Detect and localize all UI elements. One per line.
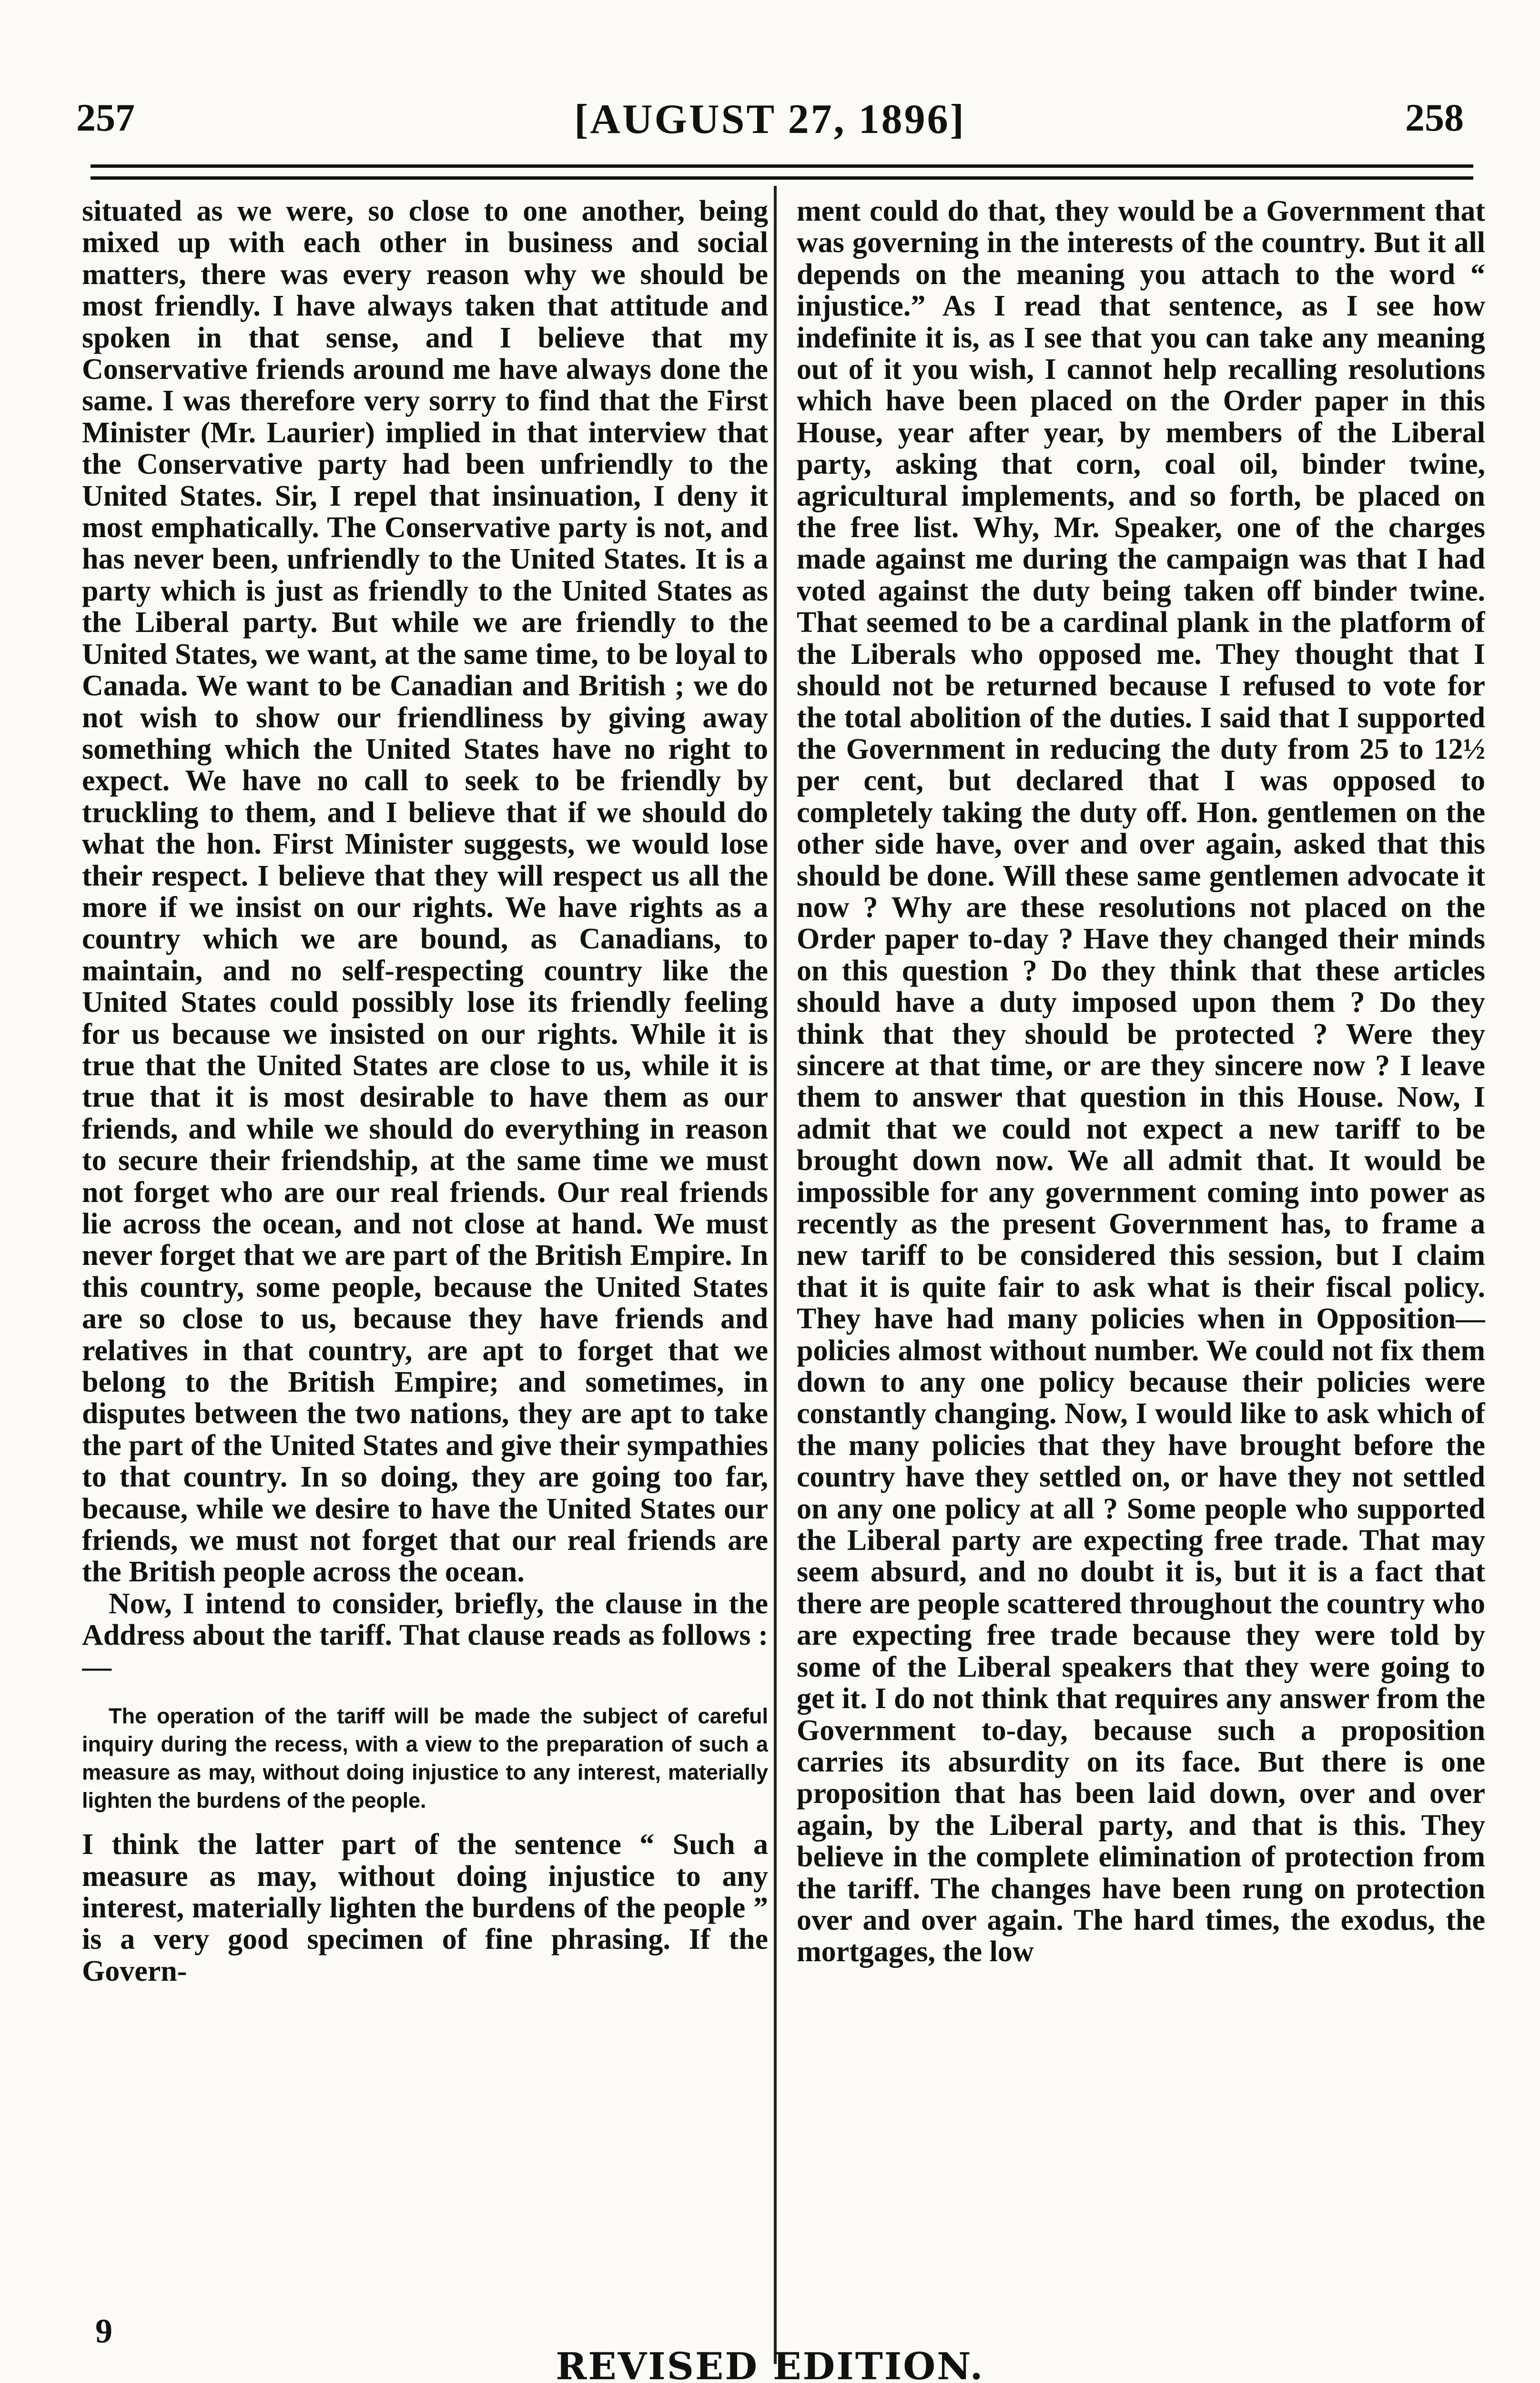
signature-mark: 9 [95, 2312, 112, 2350]
header-rule-bottom [91, 176, 1473, 180]
right-column [797, 195, 1485, 2302]
page-number-right: 258 [1405, 96, 1464, 139]
page-header [76, 95, 1464, 157]
page-date: [AUGUST 27, 1896] [574, 96, 966, 143]
header-rule-top [91, 164, 1473, 168]
right-paragraph-1: ment could do that, they would be a Government that was governing in the interests of the country. But it all depends on the meaning you attach to the word “ injustice.” As I read that sentence, as I see how indefinite it is, as I see that you can take any meaning out of it you wish, I cannot help recalling resolutions which have been placed on the Order paper in this House, year after year, by members of the Liberal party, asking that corn, coal oil, binder twine, agricultural implements, and so forth, be placed on the free list. Why, Mr. Speaker, one of the charges made against me during the campaign was that I had voted against the duty being taken off binder twine. That seemed to be a cardinal plank in the platform of the Liberals who opposed me. They thought that I should not be returned because I refused to vote for the total abolition of the duties. I said that I supported the Government in reducing the duty from 25 to 12½ per cent, but declared that I was opposed to completely taking the duty off. Hon. gentlemen on the other side have, over and over again, asked that this should be done. Will these same gentlemen advocate it now ? Why are these resolutions not placed on the Order paper to-day ? Have they changed their minds on this question ? Do they think that these articles should have a duty imposed upon them ? Do they think that they should be protected ? Were they sincere at that time, or are they sincere now ? I leave them to answer that question in this House. Now, I admit that we could not expect a new tariff to be brought down now. We all admit that. It would be impossible for any government coming into power as recently as the present Government has, to frame a new tariff to be considered this session, but I claim that it is quite fair to ask what is their fiscal policy. They have had many policies when in Opposition—policies almost without number. We could not fix them down to any one policy because their policies were constantly changing. Now, I would like to ask which of the many policies that they have brought before the country have they settled on, or have they not settled on any one policy at all ? Some people who supported the Liberal party are expecting free trade. That may seem absurd, and no doubt it is, but it is a fact that there are people scattered throughout the country who are expecting free trade because they were told by some of the Liberal speakers that they were going to get it. I do not think that requires any answer from the Government to-day, because such a proposition carries its absurdity on its face. But there is one proposition that has been laid down, over and over again, by the Liberal party, and that is this. They believe in the complete elimination of protection from the tariff. The changes have been rung on protection over and over again. The hard times, the exodus, the mortgages, the low [797, 195, 1485, 1968]
edition-footer: REVISED EDITION. [556, 2345, 984, 2383]
address-quotation: The operation of the tariff will be made the subject of careful inquiry during the recess, with a view to the preparation of such a measure as may, without doing injustice to any interest, materially lighten the burdens of the people. [82, 1704, 768, 1813]
left-paragraph-3: I think the latter part of the sentence “ Such a measure as may, without doing injustice to any interest, materially lighten the burdens of the people ” is a very good specimen of fine phrasing. If the Govern- [82, 1828, 768, 1987]
page-number-left: 257 [76, 96, 135, 139]
left-paragraph-1: situated as we were, so close to one another, being mixed up with each other in business and social matters, there was every reason why we should be most friendly. I have always taken that attitude and spoken in that sense, and I believe that my Conservative friends around me have always done the same. I was therefore very sorry to find that the First Minister (Mr. Laurier) implied in that interview that the Conservative party had been unfriendly to the United States. Sir, I repel that insinuation, I deny it most emphatically. The Conservative party is not, and has never been, unfriendly to the United States. It is a party which is just as friendly to the United States as the Liberal party. But while we are friendly to the United States, we want, at the same time, to be loyal to Canada. We want to be Canadian and British ; we do not wish to show our friendliness by giving away something which the United States have no right to expect. We have no call to seek to be friendly by truckling to them, and I believe that if we should do what the hon. First Minister suggests, we would lose their respect. I believe that they will respect us all the more if we insist on our rights. We have rights as a country which we are bound, as Canadians, to maintain, and no self-respecting country like the United States could possibly lose its friendly feeling for us because we insisted on our rights. While it is true that the United States are close to us, while it is true that it is most desirable to have them as our friends, and while we should do everything in reason to secure their friendship, at the same time we must not forget who are our real friends. Our real friends lie across the ocean, and not close at hand. We must never forget that we are part of the British Empire. In this country, some people, because the United States are so close to us, because they have friends and relatives in that country, are apt to forget that we belong to the British Empire; and sometimes, in disputes between the two nations, they are apt to take the part of the United States and give their sympathies to that country. In so doing, they are going too far, because, while we desire to have the United States our friends, we must not forget that our real friends are the British people across the ocean. [82, 195, 768, 1589]
left-paragraph-2: Now, I intend to consider, briefly, the clause in the Address about the tariff. That clause reads as follows :— [82, 1587, 768, 1683]
left-column [82, 195, 768, 2302]
column-divider [774, 186, 777, 2364]
